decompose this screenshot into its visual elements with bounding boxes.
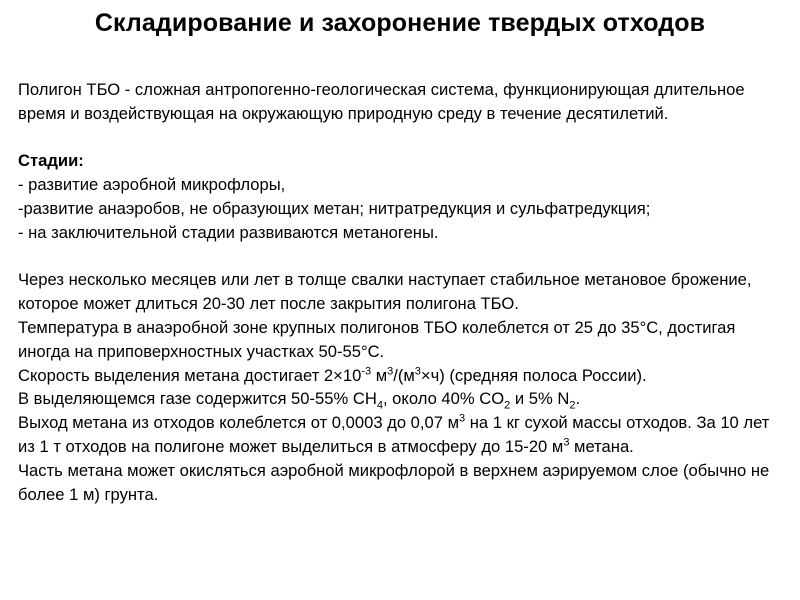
slide-body xyxy=(18,78,788,506)
text-run: Выход метана из отходов колеблется от 0,0003 до 0,07 м xyxy=(18,413,459,433)
methane-yield-paragraph xyxy=(18,411,788,459)
stage-item: -развитие анаэробов, не образующих метан; нитратредукция и сульфатредукция; xyxy=(18,198,651,218)
subscript: 2 xyxy=(569,399,576,412)
text-run: м xyxy=(371,365,388,385)
text-run: метана. xyxy=(569,436,634,456)
slide-title: Складирование и захоронение твердых отходов xyxy=(94,9,706,37)
subscript: 2 xyxy=(504,399,511,412)
temperature-paragraph: Температура в анаэробной зоне крупных полигонов ТБО колеблется от 25 до 35°С, достигая иногда на приповерхностных участках 50-55°С. xyxy=(18,317,736,361)
text-run: , около 40% CO xyxy=(382,389,505,409)
intro-paragraph: Полигон ТБО - сложная антропогенно-геологическая система, функционирующая длительное время и воздействующая на окружающую природную среду в течение десятилетий. xyxy=(18,80,745,123)
superscript: -3 xyxy=(361,365,372,378)
methane-fermentation-paragraph: Через несколько месяцев или лет в толще свалки наступает стабильное метановое брожение, которое может длиться 20-30 лет после закрытия полигона ТБО. xyxy=(18,270,752,314)
text-run: В выделяющемся газе содержится 50-55% CH xyxy=(18,389,377,409)
spacer xyxy=(18,126,788,150)
text-run: и 5% N xyxy=(510,389,570,409)
superscript: 3 xyxy=(459,412,466,425)
stage-item: - на заключительной стадии развиваются метаногены. xyxy=(18,222,439,242)
gas-composition-paragraph xyxy=(18,387,788,411)
stages-heading: Стадии: xyxy=(18,151,84,171)
text-run: /(м xyxy=(393,365,415,385)
stage-item: - развитие аэробной микрофлоры, xyxy=(18,175,286,195)
spacer xyxy=(18,245,788,269)
methane-rate-paragraph xyxy=(18,364,788,388)
superscript: 3 xyxy=(387,365,394,378)
superscript: 3 xyxy=(563,436,570,449)
methane-oxidation-paragraph: Часть метана может окисляться аэробной микрофлорой в верхнем аэрируемом слое (обычно не более 1 м) грунта. xyxy=(18,460,770,504)
subscript: 4 xyxy=(376,399,383,412)
text-run: Скорость выделения метана достигает 2×10 xyxy=(18,365,362,385)
text-run: ×ч) (средняя полоса России). xyxy=(420,365,647,385)
text-run: на 1 кг сухой массы отходов. За 10 лет из 1 т отходов на полигоне может выделиться в атмосферу до 15-20 м xyxy=(18,413,770,456)
superscript: 3 xyxy=(414,365,421,378)
text-run: . xyxy=(575,389,581,409)
